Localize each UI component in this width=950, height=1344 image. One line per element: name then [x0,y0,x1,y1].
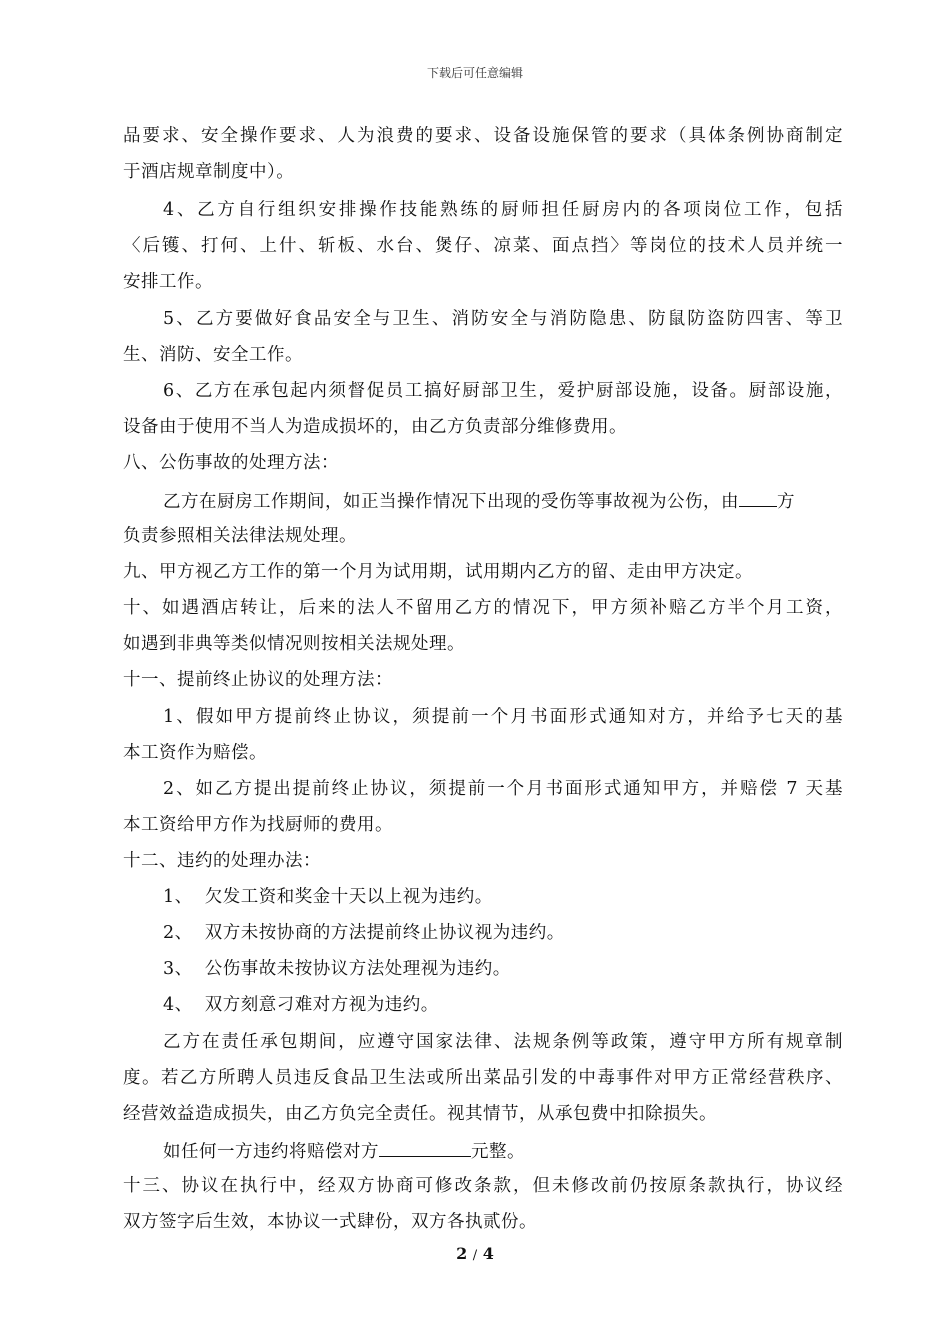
section-heading: 九、甲方视乙方工作的第一个月为试用期，试用期内乙方的留、走由甲方决定。 [123,562,753,582]
text-segment: 乙方在厨房工作期间，如正当操作情况下出现的受伤等事故视为公伤，由 [163,492,739,512]
section-heading: 十一、提前终止协议的处理方法： [123,670,393,690]
text-line: 设备由于使用不当人为造成损坏的，由乙方负责部分维修费用。 [123,417,627,437]
text-line: 〈后镬、打何、上什、斩板、水台、煲仔、凉菜、面点挡〉等岗位的技术人员并统一 [123,236,843,256]
text-line: 4、乙方自行组织安排操作技能熟练的厨师担任厨房内的各项岗位工作，包括 [163,200,843,220]
text-line: 1、假如甲方提前终止协议，须提前一个月书面形式通知对方，并给予七天的基 [163,707,843,727]
text-line: 安排工作。 [123,272,213,292]
page-number [0,1244,950,1263]
page-header: 下载后可任意编辑 [426,66,523,80]
text-segment: 方 [777,492,795,512]
text-line: 生、消防、安全工作。 [123,345,303,365]
text-line: 品要求、安全操作要求、人为浪费的要求、设备设施保管的要求（具体条例协商制定 [123,126,843,146]
page-separator: / [472,1248,478,1263]
text-line [163,488,843,514]
text-line: 双方签字后生效，本协议一式肆份，双方各执贰份。 [123,1212,537,1232]
text-line: 本工资给甲方作为找厨师的费用。 [123,815,393,835]
text-line: 负责参照相关法律法规处理。 [123,526,357,546]
text-line: 如遇到非典等类似情况则按相关法规处理。 [123,634,465,654]
text-line: 2、如乙方提出提前终止协议，须提前一个月书面形式通知甲方，并赔偿 7 天基 [163,779,843,799]
text-line: 6、乙方在承包起内须督促员工搞好厨部卫生，爱护厨部设施，设备。厨部设施， [163,381,843,401]
list-item: 3、 公伤事故未按协议方法处理视为违约。 [163,959,511,979]
text-line: 度。若乙方所聘人员违反食品卫生法或所出菜品引发的中毒事件对甲方正常经营秩序、 [123,1068,843,1088]
text-line: 5、乙方要做好食品安全与卫生、消防安全与消防隐患、防鼠防盗防四害、等卫 [163,309,843,329]
fill-in-blank [739,488,777,507]
section-heading: 十三、协议在执行中，经双方协商可修改条款，但未修改前仍按原条款执行，协议经 [123,1176,843,1196]
section-heading: 十二、违约的处理办法： [123,851,321,871]
list-item: 1、 欠发工资和奖金十天以上视为违约。 [163,887,493,907]
text-line: 乙方在责任承包期间，应遵守国家法律、法规条例等政策，遵守甲方所有规章制 [163,1032,843,1052]
page-current: 2 [456,1244,468,1263]
list-item: 2、 双方未按协商的方法提前终止协议视为违约。 [163,923,565,943]
text-line [163,1138,843,1164]
text-line: 于酒店规章制度中）。 [123,162,295,182]
list-item: 4、 双方刻意刁难对方视为违约。 [163,995,439,1015]
text-segment: 如任何一方违约将赔偿对方 [163,1142,379,1162]
text-line: 经营效益造成损失，由乙方负完全责任。视其情节，从承包费中扣除损失。 [123,1104,717,1124]
section-heading: 十、如遇酒店转让，后来的法人不留用乙方的情况下，甲方须补赔乙方半个月工资， [123,598,843,618]
page-total: 4 [482,1244,494,1263]
fill-in-blank [379,1138,471,1157]
text-segment: 元整。 [471,1142,525,1162]
text-line: 本工资作为赔偿。 [123,743,267,763]
section-heading: 八、公伤事故的处理方法： [123,453,339,473]
